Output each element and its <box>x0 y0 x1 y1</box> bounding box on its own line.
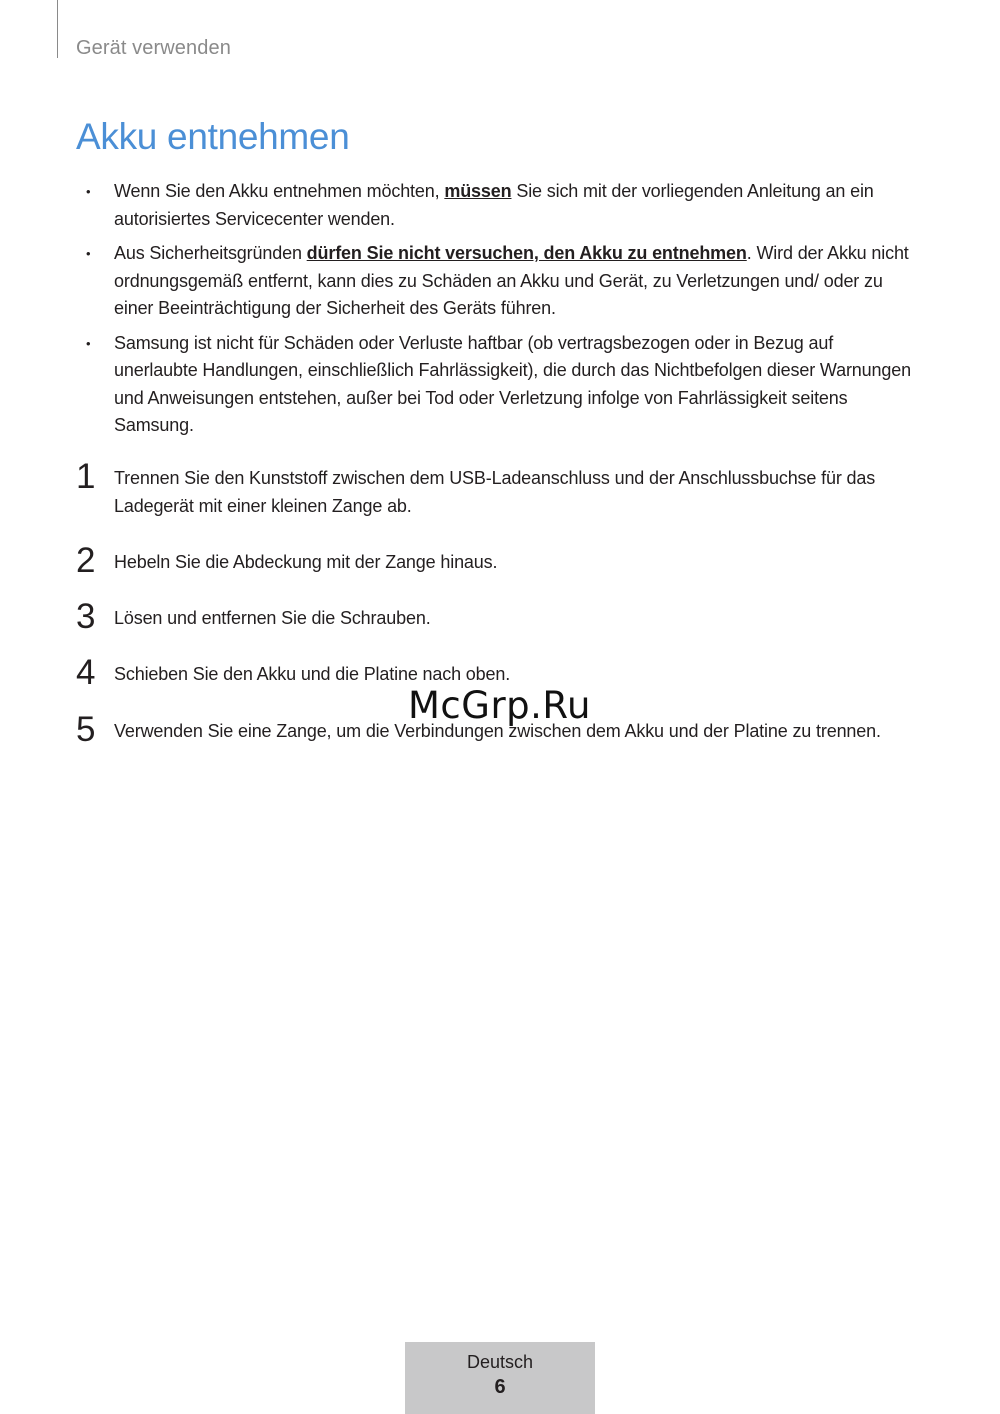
page-title: Akku entnehmen <box>76 116 350 157</box>
warning-item <box>86 330 916 440</box>
step-text: Schieben Sie den Akku und die Platine nach oben. <box>114 664 511 684</box>
warning-text: . Wird der Akku nicht ordnungsgemäß entfernt, kann dies zu Schäden an Akku und Gerät, zu Verletzungen und/ oder zu einer Beeinträchtigung der Sicherheit des Geräts führen. <box>114 243 909 318</box>
step-text: Lösen und entfernen Sie die Schrauben. <box>114 608 431 628</box>
page-footer <box>405 1342 595 1414</box>
step-number: 5 <box>76 710 96 749</box>
step-number: 1 <box>76 457 96 496</box>
bullet-icon: • <box>86 335 91 351</box>
page-number: 6 <box>494 1376 506 1398</box>
step-text: Hebeln Sie die Abdeckung mit der Zange hinaus. <box>114 552 498 572</box>
warning-list <box>86 178 916 447</box>
step-number: 2 <box>76 541 96 580</box>
warning-emphasis: müssen <box>444 181 512 201</box>
warning-text: Samsung ist nicht für Schäden oder Verluste haftbar (ob vertragsbezogen oder in Bezug auf unerlaubte Handlungen, einschließlich Fahrlässigkeit), die durch das Nichtbefolgen dieser Warnungen und Anweisungen entstehen, außer bei Tod oder Verletzung infolge von Fahrlässigkeit seitens Samsung. <box>114 332 911 435</box>
bullet-icon: • <box>86 246 91 261</box>
warning-text: Sie sich mit der vorliegenden Anleitung an ein autorisiertes Servicecenter wenden. <box>114 181 874 229</box>
step-text: Verwenden Sie eine Zange, um die Verbindungen zwischen dem Akku und der Platine zu trennen. <box>114 721 881 741</box>
warning-text: Wenn Sie den Akku entnehmen möchten, <box>114 181 445 201</box>
step-text: Trennen Sie den Kunststoff zwischen dem USB-Ladeanschluss und der Anschlussbuchse für das Ladegerät mit einer kleinen Zange ab. <box>114 468 876 516</box>
warning-emphasis: dürfen Sie nicht versuchen, den Akku zu entnehmen <box>306 243 747 263</box>
section-title: Gerät verwenden <box>76 37 231 59</box>
warning-item <box>86 240 916 323</box>
footer-language: Deutsch <box>466 1352 534 1372</box>
warning-text: Aus Sicherheitsgründen <box>114 243 307 263</box>
step-number: 3 <box>76 597 96 636</box>
step-number: 4 <box>76 653 96 692</box>
warning-item <box>86 178 916 233</box>
bullet-icon: • <box>86 184 91 199</box>
watermark: McGrp.Ru <box>408 684 591 727</box>
header-divider <box>57 0 58 58</box>
